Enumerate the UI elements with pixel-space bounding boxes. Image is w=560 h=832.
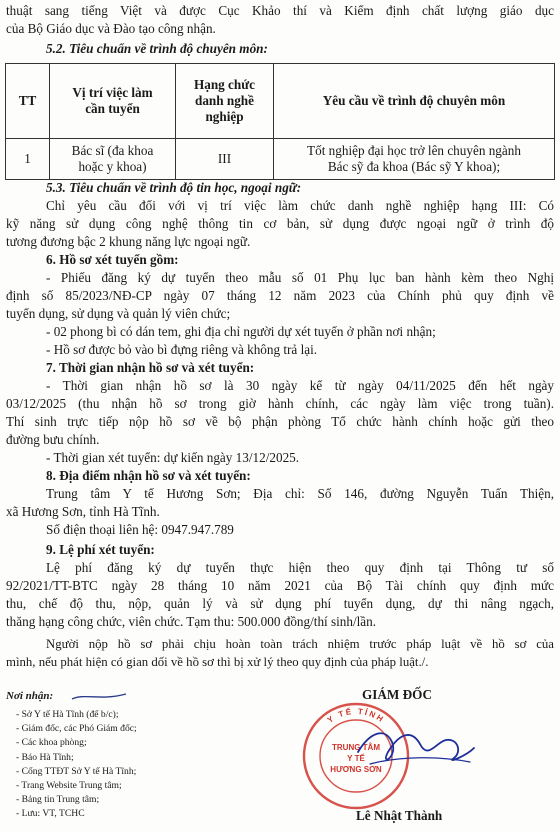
paragraph-line: mình, nếu phát hiện có gian dối về hồ sơ thì bị xử lý theo quy định của pháp luật./.: [6, 655, 429, 669]
paragraph-line: 92/2021/TT-BTC ngày 28 tháng 10 năm 2021 của Bộ Tài chính quy định mức: [6, 578, 554, 593]
paragraph-line: - Thời gian xét tuyển: dự kiến ngày 13/12/2025.: [46, 450, 300, 465]
section-8-heading: 8. Địa điểm nhận hồ sơ và xét tuyển:: [46, 468, 251, 483]
cell-position-line: hoặc y khoa): [78, 159, 147, 174]
paragraph-line: Chỉ yêu cầu đối với vị trí việc làm chức danh nghề nghiệp hạng III: Có: [46, 198, 554, 213]
paragraph-line: Người nộp hồ sơ phải chịu hoàn toàn trách nhiệm trước pháp luật về hồ sơ của: [46, 637, 554, 651]
list-item: - Các khoa phòng;: [16, 737, 87, 749]
cell-tt: 1: [6, 139, 50, 180]
header-rank-line: Hạng chức: [193, 77, 256, 92]
handwritten-signature: [350, 712, 480, 792]
qualification-table: [5, 63, 555, 180]
paragraph-line: - 02 phong bì có dán tem, ghi địa chỉ người dự xét tuyển ở phần nơi nhận;: [46, 324, 436, 339]
underline-flourish: [70, 690, 130, 704]
cell-requirement: [274, 139, 555, 180]
paragraph-line: Lệ phí đăng ký dự tuyển thực hiện theo quy định tại Thông tư số: [46, 560, 554, 575]
paragraph-line: định số 85/2023/NĐ-CP ngày 07 tháng 12 năm 2023 của Chính phủ quy định về: [6, 288, 554, 303]
list-item: - Giám đốc, các Phó Giám đốc;: [16, 723, 137, 735]
paragraph-line: Thí sinh trực tiếp nộp hồ sơ về bộ phận phòng Tổ chức hành chính hoặc gửi theo: [6, 414, 554, 429]
recipients-title: Nơi nhận:: [6, 690, 54, 702]
header-requirement: Yêu cầu về trình độ chuyên môn: [274, 64, 555, 139]
paragraph-line: Trung tâm Y tế Hương Sơn; Địa chỉ: Số 146, đường Nguyễn Tuấn Thiện,: [46, 486, 554, 501]
cell-position-line: Bác sĩ (đa khoa: [71, 143, 154, 158]
paragraph-line: - Hồ sơ được bỏ vào bì đựng riêng và không trả lại.: [46, 342, 318, 357]
paragraph-line: kỹ năng sử dụng công nghệ thông tin cơ bản, sử dụng được ngoại ngữ ở trình độ: [6, 216, 554, 231]
section-7-heading: 7. Thời gian nhận hồ sơ và xét tuyển:: [46, 360, 255, 375]
cell-rank: III: [176, 139, 274, 180]
paragraph-line: 03/12/2025 (thu nhận hồ sơ trong giờ hành chính, các ngày làm việc trong tuần).: [6, 396, 554, 411]
svg-text:HƯƠNG SƠN: HƯƠNG SƠN: [330, 765, 382, 774]
paragraph-line: - Phiếu đăng ký dự tuyển theo mẫu số 01 Phụ lục ban hành kèm theo Nghị: [46, 270, 554, 285]
section-6-heading: 6. Hồ sơ xét tuyển gồm:: [46, 252, 179, 267]
header-position: [50, 64, 176, 139]
paragraph-line: tương đương bậc 2 khung năng lực ngoại ngữ.: [6, 234, 251, 249]
svg-text:Y TẾ: Y TẾ: [347, 754, 365, 763]
header-tt: TT: [6, 64, 50, 139]
header-position-line: cần tuyển: [85, 101, 140, 116]
list-item: - Cổng TTĐT Sở Y tế Hà Tĩnh;: [16, 765, 137, 777]
paragraph-line: xã Hương Sơn, tỉnh Hà Tĩnh.: [6, 504, 160, 519]
paragraph-line: thu, chế độ thu, nộp, quản lý và sử dụng phí tuyển dụng, dự thi nâng ngạch,: [6, 596, 554, 611]
section-9-heading: 9. Lệ phí xét tuyển:: [46, 542, 155, 557]
list-item: - Bảng tin Trung tâm;: [16, 794, 100, 806]
paragraph-line: Số điện thoại liên hệ: 0947.947.789: [46, 522, 234, 537]
signatory-name: Lê Nhật Thành: [356, 808, 443, 823]
list-item: - Lưu: VT, TCHC: [16, 808, 85, 820]
paragraph-line: thăng hạng công chức, viên chức. Tạm thu: 500.000 đồng/thí sinh/lần.: [6, 614, 377, 629]
header-rank-line: danh nghề: [194, 93, 254, 108]
section-5-2-heading: 5.2. Tiêu chuẩn về trình độ chuyên môn:: [46, 41, 268, 56]
paragraph-line: đường bưu chính.: [6, 432, 100, 447]
paragraph-line: - Thời gian nhận hồ sơ là 30 ngày kể từ ngày 04/11/2025 đến hết ngày: [46, 378, 554, 393]
svg-text:TRUNG TÂM: TRUNG TÂM: [332, 743, 380, 752]
signatory-title: GIÁM ĐỐC: [362, 687, 432, 702]
svg-text:Y TẾ TỈNH: Y TẾ TỈNH: [325, 706, 387, 725]
header-position-line: Vị trí việc làm: [72, 85, 153, 100]
table-row: [6, 139, 555, 180]
cell-position: [50, 139, 176, 180]
intro-line-2: của Bộ Giáo dục và Đào tạo công nhận.: [6, 21, 216, 36]
section-5-3-heading: 5.3. Tiêu chuẩn về trình độ tin học, ngoại ngữ:: [46, 180, 302, 195]
list-item: - Sở Y tế Hà Tĩnh (để b/c);: [16, 709, 119, 720]
header-rank: [176, 64, 274, 139]
list-item: - Báo Hà Tĩnh;: [16, 751, 74, 763]
recipients-list: [16, 708, 137, 822]
table-header-row: [6, 64, 555, 139]
intro-line-1: thuật sang tiếng Việt và được Cục Khảo thí và Kiểm định chất lượng giáo dục: [6, 3, 554, 18]
header-rank-line: nghiệp: [205, 109, 244, 124]
cell-requirement-line: Tốt nghiệp đại học trở lên chuyên ngành: [307, 143, 521, 158]
cell-requirement-line: Bác sỹ đa khoa (Bác sỹ Y khoa);: [327, 159, 501, 174]
list-item: - Trang Website Trung tâm;: [16, 780, 122, 792]
paragraph-line: tuyển dụng, sử dụng và quản lý viên chức;: [6, 306, 231, 321]
